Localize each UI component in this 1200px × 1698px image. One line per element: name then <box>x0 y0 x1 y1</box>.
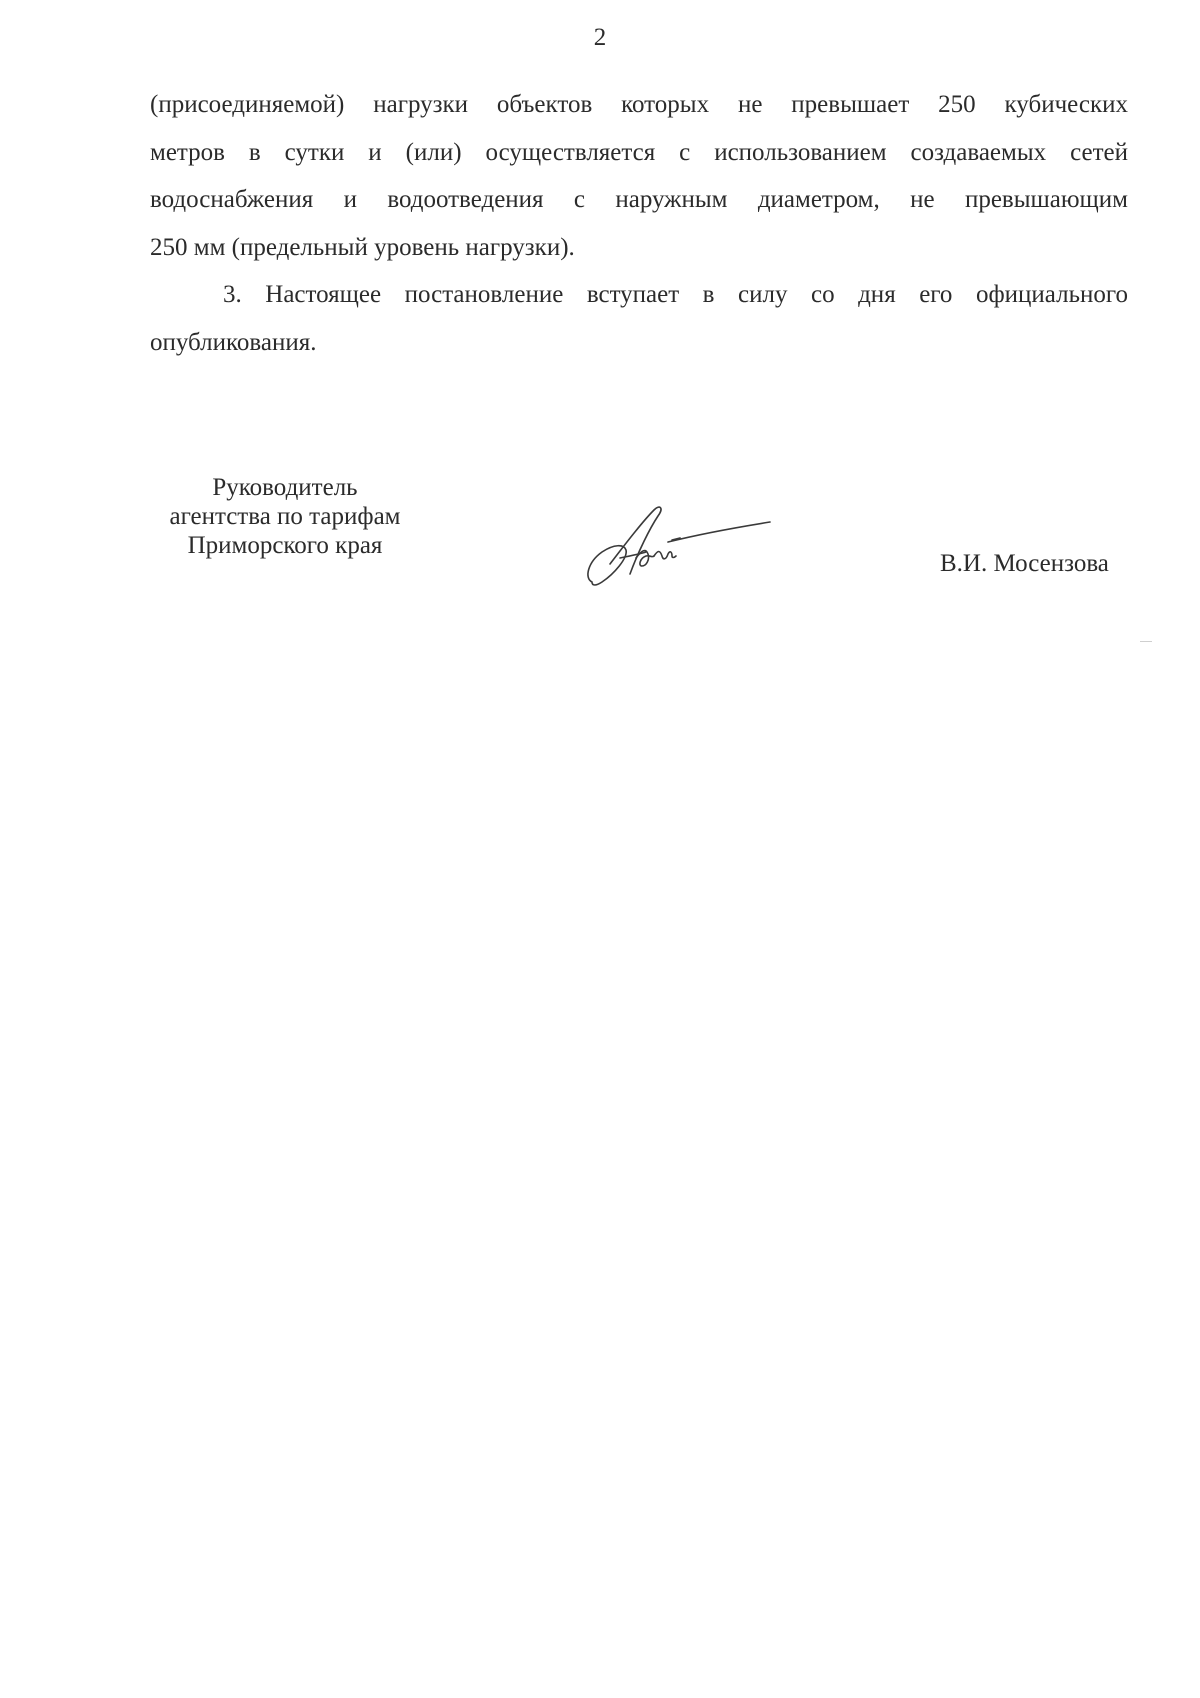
paragraph-continued <box>150 81 1128 271</box>
text-line: водоснабжения и водоотведения с наружным диаметром, не превышающим <box>150 186 1128 213</box>
signer-name: В.И. Мосензова <box>940 550 1109 577</box>
handwritten-signature <box>580 500 780 600</box>
text-line: опубликования. <box>150 328 317 356</box>
scan-artifact <box>1140 641 1152 642</box>
page-number: 2 <box>593 24 607 51</box>
text-line: 250 мм (предельный уровень нагрузки). <box>150 233 575 261</box>
signer-title-line: Приморского края <box>187 532 383 559</box>
text-line: (присоединяемой) нагрузки объектов которых не превышает 250 кубических <box>150 91 1128 118</box>
signer-title-line: Руководитель <box>212 474 358 501</box>
signer-title <box>140 473 430 560</box>
body-text <box>150 81 1128 366</box>
text-line: 3. Настоящее постановление вступает в силу со дня его официального <box>223 281 1128 308</box>
paragraph-3 <box>150 271 1128 366</box>
signer-title-line: агентства по тарифам <box>169 503 401 530</box>
text-line: метров в сутки и (или) осуществляется с использованием создаваемых сетей <box>150 138 1128 166</box>
